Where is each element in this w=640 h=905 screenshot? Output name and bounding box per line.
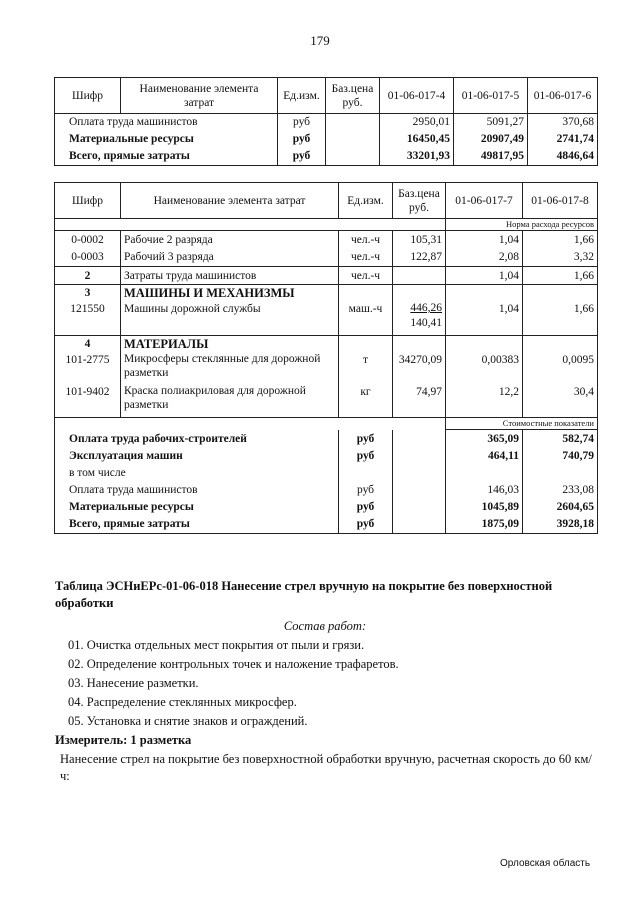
table-row: 101-2775 Микросферы стеклянные для дорожной разметки т 34270,09 0,00383 0,0095	[55, 352, 598, 384]
page-number: 179	[310, 33, 330, 48]
section-header: 3 МАШИНЫ И МЕХАНИЗМЫ	[55, 285, 598, 302]
table-row: Всего, прямые затраты руб 33201,93 49817,95 4846,64	[55, 148, 598, 165]
header-col-2: 01-06-017-5	[454, 78, 528, 114]
table-row: Оплата труда рабочих-строителей руб 365,09 582,74	[55, 430, 598, 448]
list-item: 05. Установка и снятие знаков и ограждений.	[68, 714, 308, 728]
footer-region: Орловская область	[500, 858, 591, 869]
header-unit: Ед.изм.	[278, 78, 326, 114]
header-code: Шифр	[55, 183, 121, 219]
norm-label: Норма расхода ресурсов	[446, 219, 598, 231]
header-name: Наименование элемента затрат	[121, 78, 278, 114]
list-item: 03. Нанесение разметки.	[68, 676, 199, 690]
work-composition-heading: Состав работ:	[283, 619, 367, 633]
list-item: 04. Распределение стеклянных микросфер.	[68, 695, 297, 709]
description-paragraph: Нанесение стрел на покрытие без поверхностной обработки вручную, расчетная скорость до 60 км/ч:	[60, 752, 592, 783]
header-col-1: 01-06-017-4	[380, 78, 454, 114]
document-section	[55, 578, 595, 785]
header-name: Наименование элемента затрат	[121, 183, 339, 219]
header-code: Шифр	[55, 78, 121, 114]
resource-table-1	[54, 77, 598, 166]
table-row: 0-0002 Рабочие 2 разряда чел.-ч 105,31 1,04 1,66	[55, 231, 598, 249]
list-item: 02. Определение контрольных точек и наложение трафаретов.	[68, 657, 399, 671]
table-row: 2 Затраты труда машинистов чел.-ч 1,04 1,66	[55, 267, 598, 285]
machine-price: 446,26	[410, 302, 442, 314]
table-row: Материальные ресурсы руб 1045,89 2604,65	[55, 499, 598, 516]
table-row: Всего, прямые затраты руб 1875,09 3928,18	[55, 516, 598, 534]
header-col-2: 01-06-017-8	[523, 183, 598, 219]
measure-label: Измеритель: 1 разметка	[55, 733, 192, 747]
cost-label: Стоимостные показатели	[446, 418, 598, 430]
table-row: Оплата труда машинистов руб 2950,01 5091,27 370,68	[55, 114, 598, 131]
header-col-3: 01-06-017-6	[528, 78, 598, 114]
table-row: 121550 Машины дорожной службы маш.-ч 446,26 140,41 1,04 1,66	[55, 301, 598, 335]
header-price: Баз.цена руб.	[326, 78, 380, 114]
machine-price-2: 140,41	[410, 317, 442, 329]
table-row: Материальные ресурсы руб 16450,45 20907,49 2741,74	[55, 130, 598, 148]
table-row: Эксплуатация машин руб 464,11 740,79	[55, 448, 598, 465]
header-col-1: 01-06-017-7	[446, 183, 523, 219]
list-item: 01. Очистка отдельных мест покрытия от пыли и грязи.	[68, 638, 365, 652]
header-unit: Ед.изм.	[339, 183, 393, 219]
table-title: Таблица ЭСНиЕРс-01-06-018 Нанесение стрел вручную на покрытие без поверхностной обработки	[55, 579, 553, 610]
table-row: в том числе	[55, 465, 598, 482]
header-price: Баз.цена руб.	[393, 183, 446, 219]
resource-table-2	[54, 182, 598, 534]
section-header: 4 МАТЕРИАЛЫ	[55, 335, 598, 352]
table-row: Оплата труда машинистов руб 146,03 233,08	[55, 482, 598, 499]
table-row: 0-0003 Рабочий 3 разряда чел.-ч 122,87 2,08 3,32	[55, 249, 598, 267]
table-row: 101-9402 Краска полиакриловая для дорожной разметки кг 74,97 12,2 30,4	[55, 384, 598, 418]
